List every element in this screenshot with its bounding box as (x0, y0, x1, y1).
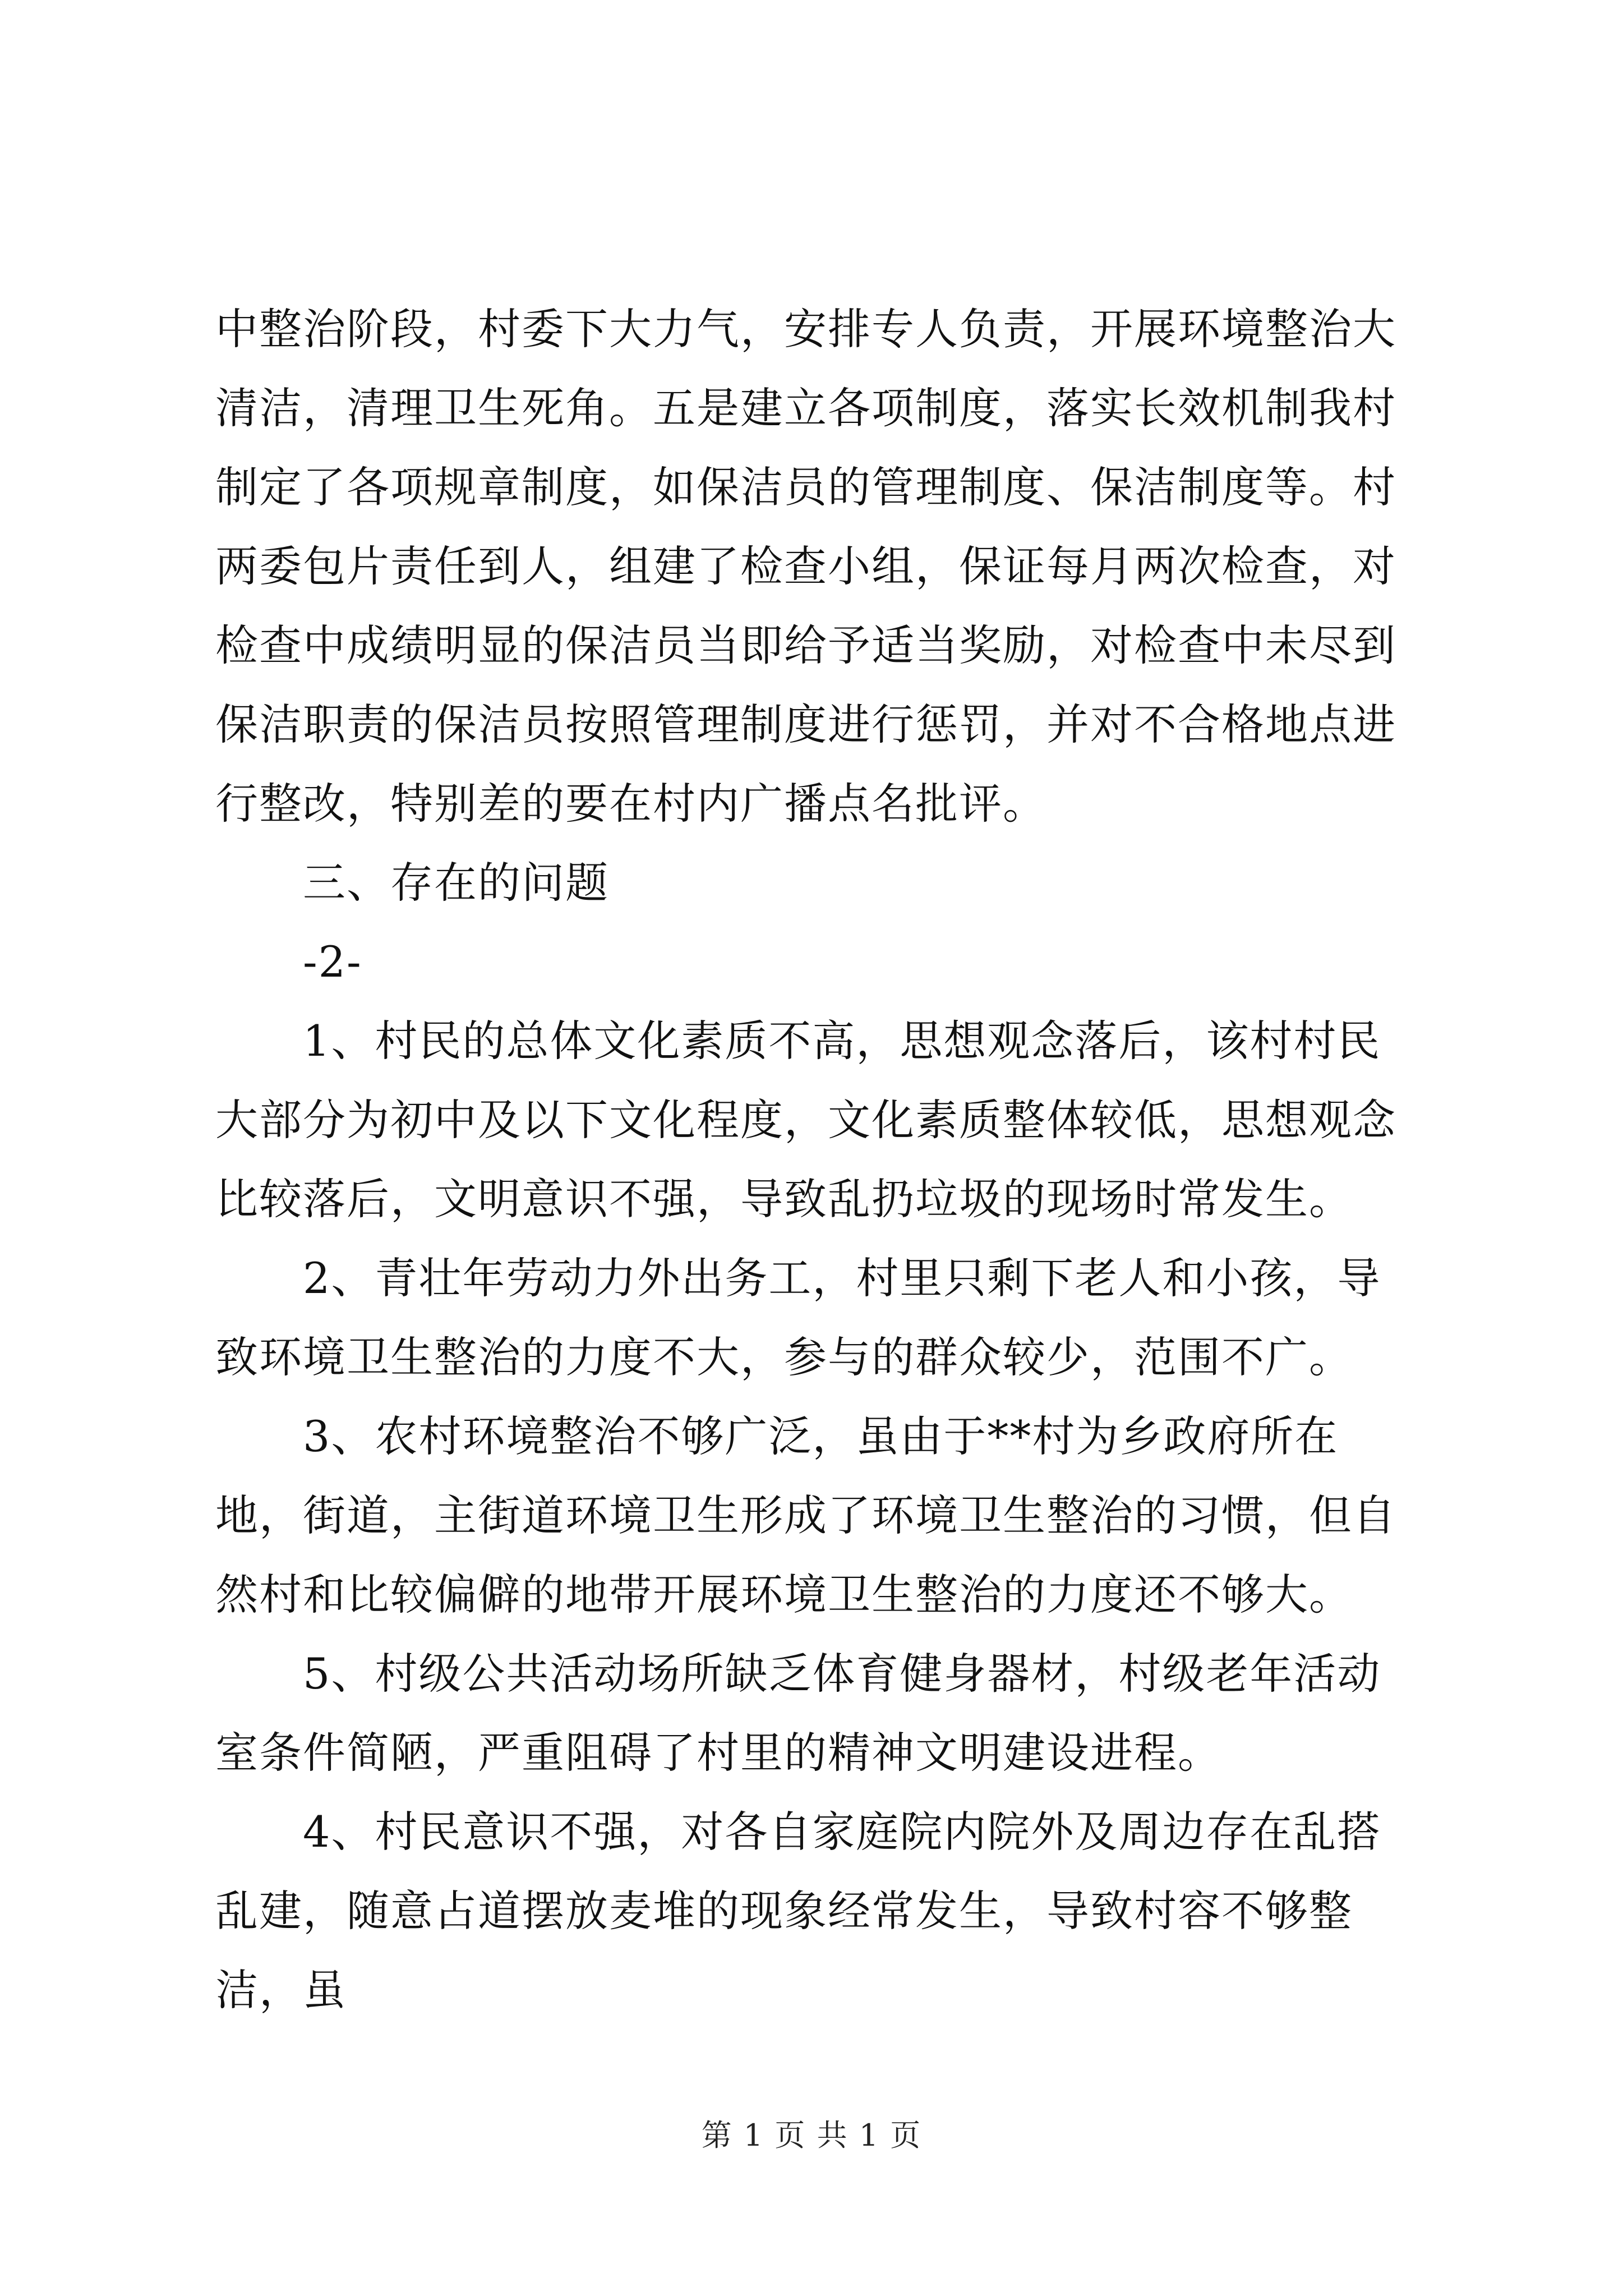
paragraph-item-4: 4、村民意识不强，对各自家庭院内院外及周边存在乱搭乱建，随意占道摆放麦堆的现象经常发生，导致村容不够整洁，虽 (215, 1807, 1381, 2015)
page-marker: -2- (303, 937, 362, 987)
section-heading: 三、存在的问题 (303, 858, 609, 908)
paragraph-item-5: 5、村级公共活动场所缺乏体育健身器材，村级老年活动室条件简陋，严重阻碍了村里的精神文明建设进程。 (215, 1649, 1381, 1778)
page-footer: 第 1 页 共 1 页 (701, 2118, 922, 2153)
paragraph-item-3: 3、农村环境整治不够广泛，虽由于**村为乡政府所在地，街道，主街道环境卫生形成了环境卫生整治的习惯，但自然村和比较偏僻的地带开展环境卫生整治的力度还不够大。 (215, 1411, 1396, 1619)
paragraph-continuation: 中整治阶段，村委下大力气，安排专人负责，开展环境整治大清洁，清理卫生死角。五是建立各项制度，落实长效机制我村制定了各项规章制度，如保洁员的管理制度、保洁制度等。村两委包片责任到人，组建了检查小组，保证每月两次检查，对检查中成绩明显的保洁员当即给予适当奖励，对检查中未尽到保洁职责的保洁员按照管理制度进行惩罚，并对不合格地点进行整改，特别差的要在村内广播点名批评。 (215, 304, 1396, 829)
body-text (215, 289, 1415, 2030)
paragraph-item-1: 1、村民的总体文化素质不高，思想观念落后，该村村民大部分为初中及以下文化程度，文化素质整体较低，思想观念比较落后，文明意识不强，导致乱扔垃圾的现场时常发生。 (215, 1016, 1396, 1224)
paragraph-item-2: 2、青壮年劳动力外出务工，村里只剩下老人和小孩，导致环境卫生整治的力度不大，参与的群众较少，范围不广。 (215, 1253, 1381, 1382)
